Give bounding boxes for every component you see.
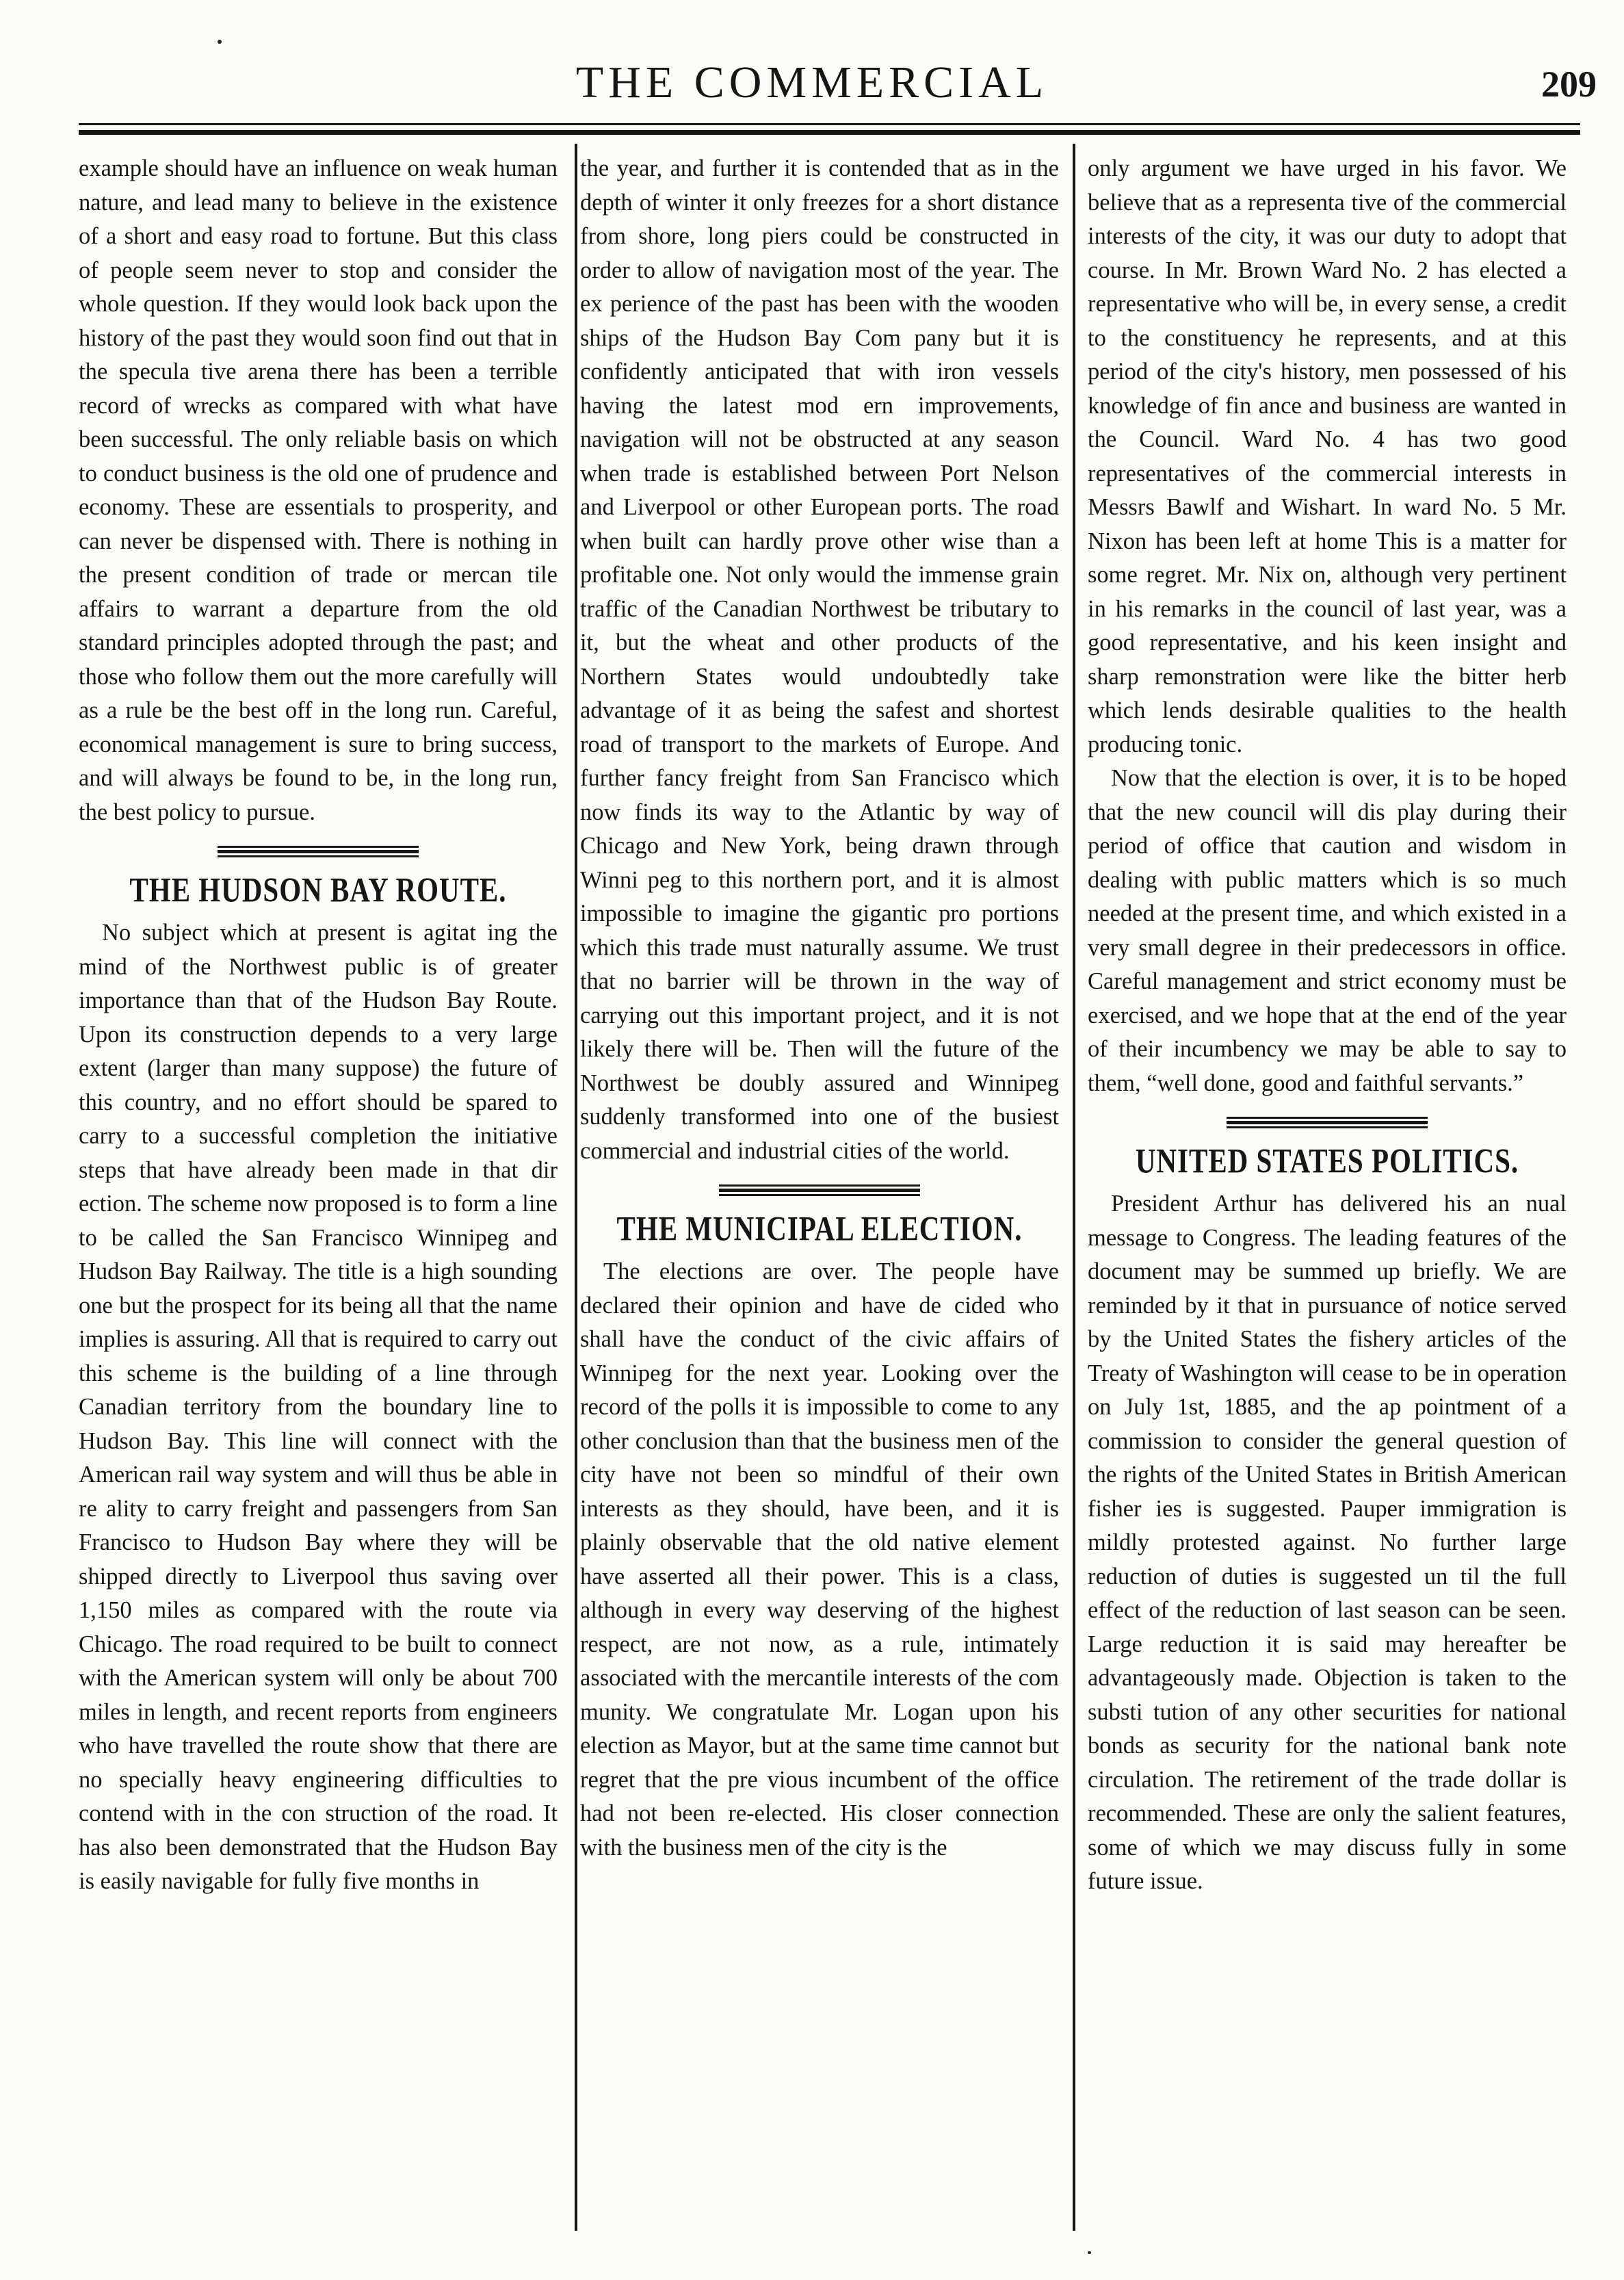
article-heading: UNITED STATES POLITICS. bbox=[1135, 1141, 1519, 1180]
column-1 bbox=[79, 152, 558, 2236]
section-separator bbox=[1227, 1117, 1428, 1128]
header-rule-thick bbox=[79, 130, 1580, 135]
article-paragraph: The elections are over. The people have declared their opinion and have de cided who shall have the conduct of the civic affairs of Winnipeg for the next year. Looking over the record of the polls it is impossible to come to any other conclusion than that the business men of the city have not been so mindful of their own interests as they should, have been, and it is plainly observable that the old native element have asserted all their power. This is a class, although in every way deserving of the highest respect, are not now, as a rule, intimately associated with the mercantile interests of the com munity. We congratulate Mr. Logan upon his election as Mayor, but at the same time cannot but regret that the pre vious incumbent of the office had not been re-elected. His closer connection with the business men of the city is the bbox=[580, 1258, 1059, 1861]
column-3 bbox=[1088, 152, 1567, 2236]
article-paragraph: No subject which at present is agitat ing the mind of the Northwest public is of greater importance than that of the Hudson Bay Route. Upon its construction depends to a very large extent (larger than many suppose) the future of this country, and no effort should be spared to carry to a successful completion the initiative steps that have already been made in that dir ection. The scheme now proposed is to form a line to be called the San Francisco Winnipeg and Hudson Bay Railway. The title is a high sounding one but the prospect for its being all that the name implies is assuring. All that is required to carry out this scheme is the building of a line through Canadian territory from the boundary line to Hudson Bay. This line will connect with the American rail way system and will thus be able in re ality to carry freight and passengers from San Francisco to Hudson Bay where they will be shipped directly to Liverpool thus saving over 1,150 miles as compared with the route via Chicago. The road required to be built to connect with the American system will only be about 700 miles in length, and recent reports from engineers who have travelled the route show that there are no specially heavy engineering difficulties to contend with in the con struction of the road. It has also been demonstrated that the Hudson Bay is easily navigable for fully five months in bbox=[79, 920, 558, 1894]
page-title: THE COMMERCIAL bbox=[575, 57, 1049, 107]
print-speck bbox=[218, 40, 222, 44]
section-separator bbox=[218, 846, 419, 857]
article-paragraph: example should have an influence on weak human nature, and lead many to believe in the existence of a short and easy road to fortune. But this class of people seem never to stop and consider the whole question. If they would look back upon the history of the past they would soon find out that in the specula tive arena there has been a terrible record of wrecks as compared with what have been successful. The only reliable basis on which to conduct business is the old one of prudence and economy. These are essentials to prosperity, and can never be dispensed with. There is nothing in the present condition of trade or mercan tile affairs to warrant a departure from the old standard principles adopted through the past; and those who follow them out the more carefully will as a rule be the best off in the long run. Careful, economical management is sure to bring success, and will always be found to be, in the long run, the best policy to pursue. bbox=[79, 155, 558, 825]
article-paragraph: President Arthur has delivered his an nual message to Congress. The leading features of the document may be summed up briefly. We are reminded by it that in pursuance of notice served by the United States the fishery articles of the Treaty of Washington will cease to be in operation on July 1st, 1885, and the ap pointment of a commission to consider the general question of the rights of the United States in British American fisher ies is suggested. Pauper immigration is mildly protested against. No further large reduction of duties is suggested un til the full effect of the reduction of last season can be seen. Large reduction it is said may hereafter be advantageously made. Objection is taken to the substi tution of any other securities for national bonds as security for the national bank note circulation. The retirement of the trade dollar is recommended. These are only the salient features, some of which we may discuss fully in some future issue. bbox=[1088, 1191, 1567, 1894]
page-number: 209 bbox=[1541, 64, 1597, 105]
article-heading: THE MUNICIPAL ELECTION. bbox=[616, 1208, 1023, 1248]
header-rule-thin bbox=[79, 123, 1580, 125]
column-divider-1 bbox=[575, 144, 577, 2231]
column-2 bbox=[580, 152, 1059, 2236]
print-speck bbox=[1088, 2251, 1091, 2254]
article-paragraph: the year, and further it is contended that as in the depth of winter it only freezes for a short distance from shore, long piers could be constructed in order to allow of navigation most of the year. The ex perience of the past has been with the wooden ships of the Hudson Bay Com pany but it is confidently anticipated that with iron vessels having the latest mod ern improvements, navigation will not be obstructed at any season when trade is established between Port Nelson and Liverpool or other European ports. The road when built can hardly prove other wise than a profitable one. Not only would the immense grain traffic of the Canadian Northwest be tributary to it, but the wheat and other products of the Northern States would undoubtedly take advantage of it as being the safest and shortest road of transport to the markets of Europe. And further fancy freight from San Francisco which now finds its way to the Atlantic by way of Chicago and New York, being drawn through Winni peg to this northern port, and it is almost impossible to imagine the gigantic pro portions which this trade must naturally assume. We trust that no barrier will be thrown in the way of carrying out this important project, and it is not likely there will be. Then will the future of the Northwest be doubly assured and Winnipeg suddenly transformed into one of the busiest commercial and industrial cities of the world. bbox=[580, 155, 1059, 1164]
article-heading: THE HUDSON BAY ROUTE. bbox=[129, 870, 507, 909]
article-paragraph: only argument we have urged in his favor. We believe that as a representa tive of the commercial interests of the city, it was our duty to adopt that course. In Mr. Brown Ward No. 2 has elected a representative who will be, in every sense, a credit to the constituency he represents, and at this period of the city's history, men possessed of his knowledge of fin ance and business are wanted in the Council. Ward No. 4 has two good representatives of the commercial interests in Messrs Bawlf and Wishart. In ward No. 5 Mr. Nixon has been left at home This is a matter for some regret. Mr. Nix on, although very pertinent in his remarks in the council of last year, was a good representative, and his keen insight and sharp remonstration were like the bitter herb which lends desirable qualities to the health producing tonic. bbox=[1088, 155, 1567, 757]
article-paragraph: Now that the election is over, it is to be hoped that the new council will dis play during their period of office that caution and wisdom in dealing with public matters which is so much needed at the present time, and which existed in a very small degree in their predecessors in office. Careful management and strict economy must be exercised, and we hope that at the end of the year of their incumbency we may be able to say to them, “well done, good and faithful servants.” bbox=[1088, 765, 1567, 1096]
section-separator bbox=[719, 1184, 920, 1196]
column-divider-2 bbox=[1073, 144, 1075, 2231]
